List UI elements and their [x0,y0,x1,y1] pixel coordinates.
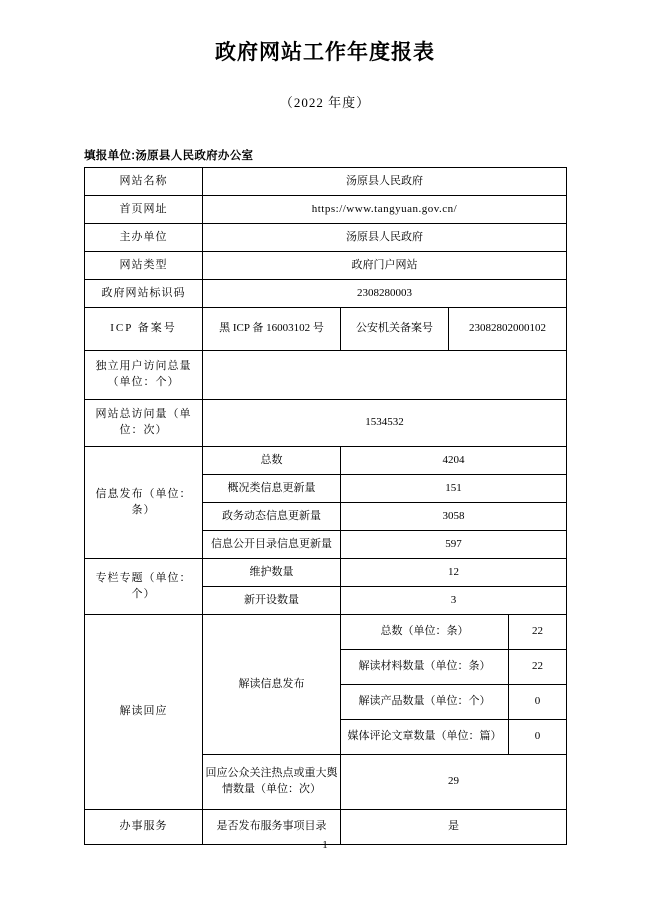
reporting-unit-label: 填报单位:汤原县人民政府办公室 [84,150,254,162]
table-row [85,196,567,224]
page-title: 政府网站工作年度报表 [215,41,435,64]
table-row [85,559,567,587]
interp-total-label: 总数（单位：条） [341,615,509,650]
response-hotspot-label: 回应公众关注热点或重大舆情数量（单位：次） [203,755,341,810]
unique-visitors-value [203,351,567,400]
table-row [85,400,567,447]
site-type-value: 政府门户网站 [203,252,567,280]
info-publish-overview-label: 概况类信息更新量 [203,475,341,503]
service-catalog-label: 是否发布服务事项目录 [203,810,341,845]
host-unit-label: 主办单位 [85,224,203,252]
info-publish-catalog-value: 597 [341,531,567,559]
homepage-label: 首页网址 [85,196,203,224]
interp-product-label: 解读产品数量（单位：个） [341,685,509,720]
document-page [0,36,650,899]
site-id-label: 政府网站标识码 [85,280,203,308]
site-name-label: 网站名称 [85,168,203,196]
info-publish-dynamic-label: 政务动态信息更新量 [203,503,341,531]
interp-total-value: 22 [509,615,567,650]
column-maintain-label: 维护数量 [203,559,341,587]
interpretation-publish-label: 解读信息发布 [203,615,341,755]
police-record-label: 公安机关备案号 [341,308,449,351]
total-visits-label: 网站总访问量（单位：次） [85,400,203,447]
table-row [85,168,567,196]
service-catalog-value: 是 [341,810,567,845]
site-name-value: 汤原县人民政府 [203,168,567,196]
interpretation-response-label: 解读回应 [85,615,203,810]
column-new-value: 3 [341,587,567,615]
page-number: 1 [322,839,328,851]
host-unit-value: 汤原县人民政府 [203,224,567,252]
icp-label: ICP 备案号 [85,308,203,351]
table-row [85,351,567,400]
icp-value: 黑 ICP 备 16003102 号 [203,308,341,351]
interp-material-label: 解读材料数量（单位：条） [341,650,509,685]
interp-product-value: 0 [509,685,567,720]
response-hotspot-value: 29 [341,755,567,810]
interp-material-value: 22 [509,650,567,685]
site-id-value: 2308280003 [203,280,567,308]
column-new-label: 新开设数量 [203,587,341,615]
info-publish-catalog-label: 信息公开目录信息更新量 [203,531,341,559]
column-maintain-value: 12 [341,559,567,587]
info-publish-total-label: 总数 [203,447,341,475]
info-publish-total-value: 4204 [341,447,567,475]
unique-visitors-label: 独立用户访问总量（单位：个） [85,351,203,400]
column-topic-label: 专栏专题（单位：个） [85,559,203,615]
service-label: 办事服务 [85,810,203,845]
page-subtitle: （2022 年度） [279,95,371,110]
interp-media-value: 0 [509,720,567,755]
interp-media-label: 媒体评论文章数量（单位：篇） [341,720,509,755]
homepage-value: https://www.tangyuan.gov.cn/ [203,196,567,224]
table-row [85,280,567,308]
table-row [85,615,567,650]
police-record-value: 23082802000102 [449,308,567,351]
table-row [85,224,567,252]
annual-report-table [84,167,567,845]
info-publish-label: 信息发布（单位：条） [85,447,203,559]
total-visits-value: 1534532 [203,400,567,447]
info-publish-overview-value: 151 [341,475,567,503]
table-row [85,447,567,475]
table-row [85,252,567,280]
site-type-label: 网站类型 [85,252,203,280]
info-publish-dynamic-value: 3058 [341,503,567,531]
table-row [85,308,567,351]
